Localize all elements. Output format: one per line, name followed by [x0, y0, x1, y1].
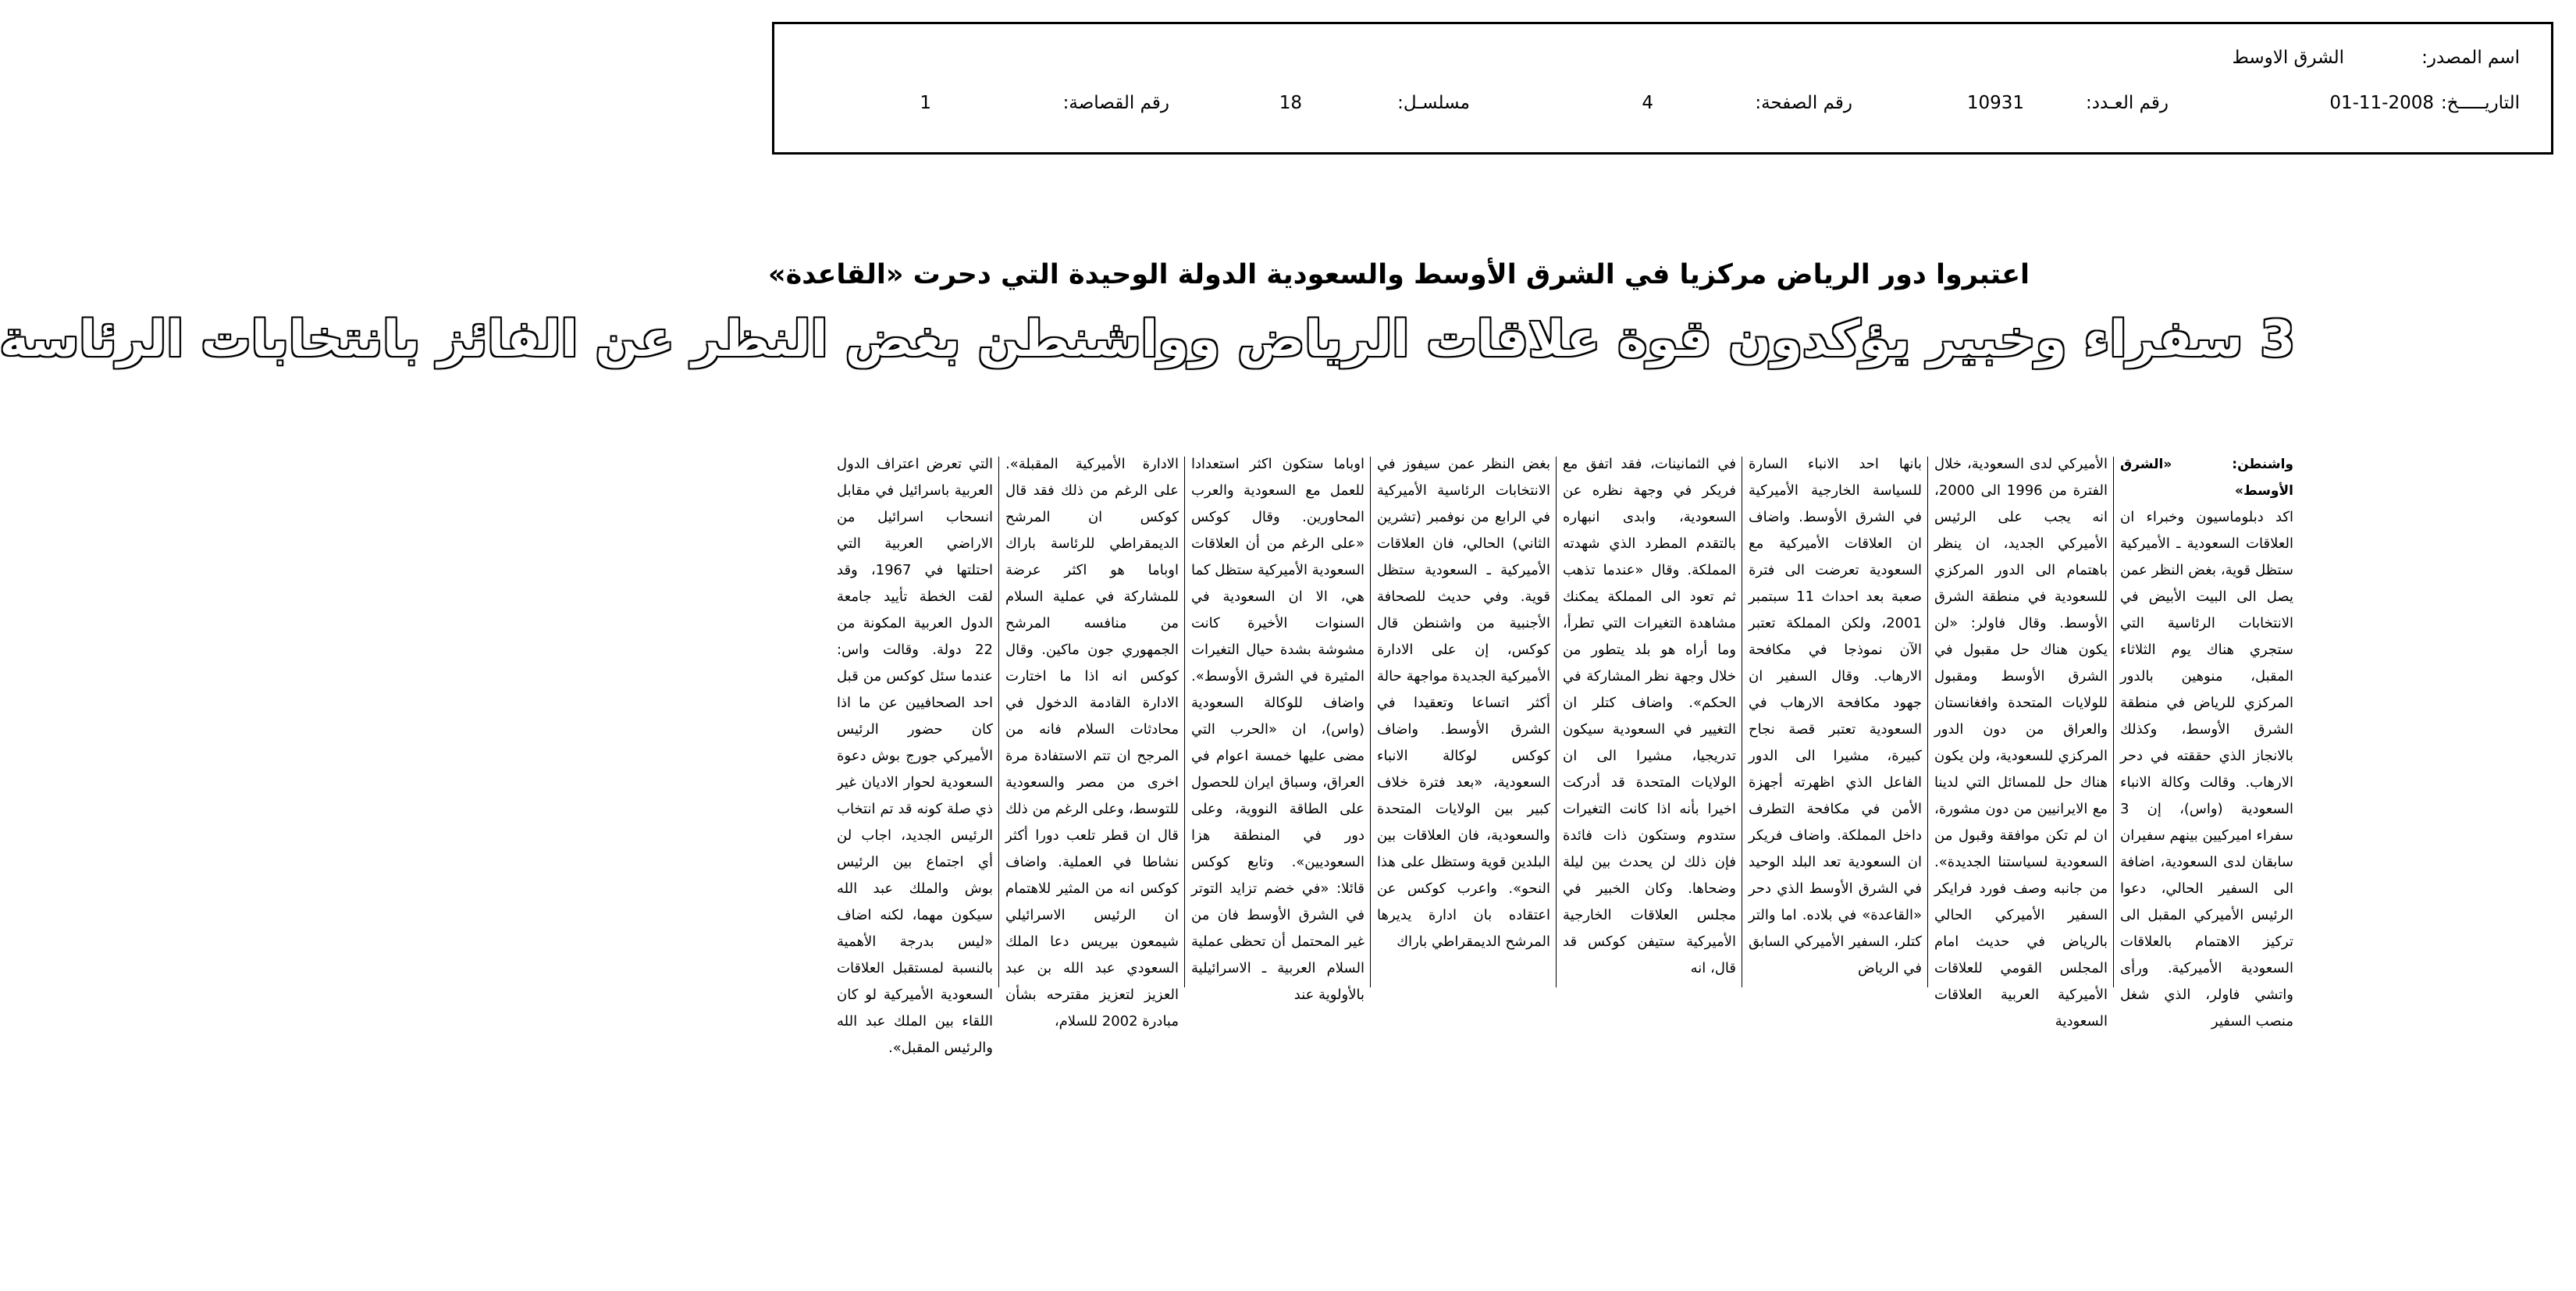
- column-divider: [1184, 457, 1185, 987]
- article-column-text: الادارة الأميركية المقبلة». على الرغم من ذلك فقد قال كوكس ان المرشح الديمقراطي للرئاسة باراك اوباما هو اكثر عرضة للمشاركة في عملية السلام من منافسه المرشح الجمهوري جون ماكين. وقال كوكس انه اذا ما اختارت الادارة القادمة الدخول في محادثات السلام فانه من المرجح ان تتم الاستفادة مرة اخرى من مصر والسعودية للتوسط، وعلى الرغم من ذلك قال ان قطر تلعب دورا أكثر نشاطا في العملية. واضاف كوكس انه من المثير للاهتمام ان الرئيس الاسرائيلي شيمعون بيريس دعا الملك السعودي عبد الله بن عبد العزيز لتعزيز مقترحه بشأن مبادرة 2002 للسلام،: [1005, 456, 1179, 1030]
- page-label: رقم الصفحة:: [1755, 93, 1852, 113]
- serial-value: 18: [1279, 93, 1302, 113]
- serial-label: مسلسـل:: [1397, 93, 1470, 113]
- article-column-4: [1563, 451, 1736, 998]
- page-value: 4: [1642, 93, 1653, 113]
- issue-label: رقم العـدد:: [2085, 93, 2169, 113]
- column-divider: [2113, 457, 2114, 987]
- clip-number-value: 1: [920, 93, 931, 113]
- clipping-metadata-box: [772, 22, 2553, 155]
- column-divider: [998, 457, 999, 987]
- article-column-2: [1934, 451, 2108, 1030]
- source-value: الشرق الاوسط: [2232, 48, 2344, 68]
- article-column-7: [1005, 451, 1179, 1030]
- article-column-text: الأميركي لدى السعودية، خلال الفترة من 1996 الى 2000، انه يجب على الرئيس الأميركي الجديد، ان ينظر باهتمام الى الدور المركزي للسعودية في منطقة الشرق الأوسط. وقال فاولر: «لن يكون هناك حل مقبول في الشرق الأوسط ومقبول للولايات المتحدة وافغانستان والعراق من دون الدور المركزي للسعودية، ولن يكون هناك حل للمسائل التي لدينا مع الايرانيين من دون مشورة، ان لم تكن موافقة وقبول من السعودية لسياستنا الجديدة». من جانبه وصف فورد فرايكر السفير الأميركي الحالي بالرياض في حديث امام المجلس القومي للعلاقات الأميركية العربية العلاقات السعودية: [1934, 456, 2108, 1030]
- article-dateline: واشنطن: «الشرق الأوسط»: [2120, 457, 2293, 499]
- article-column-text: بانها احد الانباء السارة للسياسة الخارجية الأميركية في الشرق الأوسط. واضاف ان العلاقات الأميركية مع السعودية تعرضت الى فترة صعبة بعد احداث 11 سبتمبر 2001، ولكن المملكة تعتبر الآن نموذجا في مكافحة الارهاب. وقال السفير ان جهود مكافحة الارهاب في السعودية تعتبر قصة نجاح كبيرة، مشيرا الى الدور الفاعل الذي اظهرته أجهزة الأمن في مكافحة التطرف داخل المملكة. واضاف فريكر ان السعودية تعد البلد الوحيد في الشرق الأوسط الذي دحر «القاعدة» في بلاده. اما والتر كتلر، السفير الأميركي السابق في الرياض: [1749, 456, 1922, 976]
- article-column-1: [2120, 451, 2293, 1030]
- article-column-6: [1191, 451, 1364, 1003]
- article-headline: 3 سفراء وخبير يؤكدون قوة علاقات الرياض وواشنطن بغض النظر عن الفائز بانتخابات الرئاسة: [0, 311, 2295, 368]
- column-divider: [1927, 457, 1928, 987]
- article-column-5: [1377, 451, 1550, 998]
- article-column-8: [837, 451, 993, 1056]
- article-column-text: في الثمانينات، فقد اتفق مع فريكر في وجهة نظره عن السعودية، وابدى انبهاره بالتقدم المطرد الذي شهدته المملكة. وقال «عندما تذهب ثم تعود الى المملكة يمكنك مشاهدة التغيرات التي تطرأ، وما أراه هو بلد يتطور من خلال وجهة نظر المشاركة في الحكم». واضاف كتلر ان التغيير في السعودية سيكون تدريجيا، مشيرا الى ان الولايات المتحدة قد أدركت اخيرا بأنه اذا كانت التغيرات ستدوم وستكون ذات فائدة فإن ذلك لن يحدث بين ليلة وضحاها. وكان الخبير في مجلس العلاقات الخارجية الأميركية ستيفن كوكس قد قال، انه: [1563, 456, 1736, 976]
- column-divider: [1370, 457, 1371, 987]
- article-column-text: التي تعرض اعتراف الدول العربية باسرائيل في مقابل انسحاب اسرائيل من الاراضي العربية التي احتلتها في 1967، وقد لقت الخطة تأييد جامعة الدول العربية المكونة من 22 دولة. وقالت واس: عندما سئل كوكس من قبل احد الصحافيين عن ما اذا كان حضور الرئيس الأميركي جورج بوش دعوة السعودية لحوار الاديان غير ذي صلة كونه قد تم انتخاب الرئيس الجديد، اجاب لن أي اجتماع بين الرئيس بوش والملك عبد الله سيكون مهما، لكنه اضاف «ليس بدرجة الأهمية بالنسبة لمستقبل العلاقات السعودية الأميركية لو كان اللقاء بين الملك عبد الله والرئيس المقبل».: [837, 456, 993, 1056]
- article-column-3: [1749, 451, 1922, 998]
- date-label: التاريـــــخ:: [2440, 93, 2520, 113]
- issue-value: 10931: [1966, 93, 2024, 113]
- article-subheadline: اعتبروا دور الرياض مركزيا في الشرق الأوسط والسعودية الدولة الوحيدة التي دحرت «القاعدة»: [767, 259, 2030, 290]
- article-column-text: بغض النظر عمن سيفوز في الانتخابات الرئاسية الأميركية في الرابع من نوفمبر (تشرين الثاني) الحالي، فان العلاقات الأميركية ـ السعودية ستظل قوية. وفي حديث للصحافة الأجنبية من واشنطن قال كوكس، إن على الادارة الأميركية الجديدة مواجهة حالة أكثر اتساعا وتعقيدا في الشرق الأوسط. واضاف كوكس لوكالة الانباء السعودية، «بعد فترة خلاف كبير بين الولايات المتحدة والسعودية، فان العلاقات بين البلدين قوية وستظل على هذا النحو». واعرب كوكس عن اعتقاده بان ادارة يديرها المرشح الديمقراطي باراك: [1377, 456, 1550, 950]
- source-label: اسم المصدر:: [2421, 48, 2520, 68]
- clip-number-label: رقم القصاصة:: [1062, 93, 1169, 113]
- column-divider: [1556, 457, 1557, 987]
- date-value: 01-11-2008: [2329, 93, 2434, 113]
- article-column-text: اوباما ستكون اكثر استعدادا للعمل مع السعودية والعرب المحاورين. وقال كوكس «على الرغم من أن العلاقات السعودية الأميركية ستظل كما هي، الا ان السعودية في السنوات الأخيرة كانت مشوشة بشدة حيال التغيرات المثيرة في الشرق الأوسط». واضاف للوكالة السعودية (واس)، ان «الحرب التي مضى عليها خمسة اعوام في العراق، وسباق ايران للحصول على الطاقة النووية، وعلى دور في المنطقة هزا السعوديين». وتابع كوكس قائلا: «في خضم تزايد التوتر في الشرق الأوسط فان من غير المحتمل أن تحظى عملية السلام العربية ـ الاسرائيلية بالأولوية عند: [1191, 456, 1364, 1003]
- article-column-text: اكد دبلوماسيون وخبراء ان العلاقات السعودية ـ الأميركية ستظل قوية، بغض النظر عمن يصل الى البيت الأبيض في الانتخابات الرئاسية التي ستجري هناك يوم الثلاثاء المقبل، منوهين بالدور المركزي للرياض في منطقة الشرق الأوسط، وكذلك بالانجاز الذي حققته في دحر الارهاب. وقالت وكالة الانباء السعودية (واس)، إن 3 سفراء اميركيين بينهم سفيران سابقان لدى السعودية، اضافة الى السفير الحالي، دعوا الرئيس الأميركي المقبل الى تركيز الاهتمام بالعلاقات السعودية الأميركية. ورأى واتشي فاولر، الذي شغل منصب السفير: [2120, 509, 2293, 1030]
